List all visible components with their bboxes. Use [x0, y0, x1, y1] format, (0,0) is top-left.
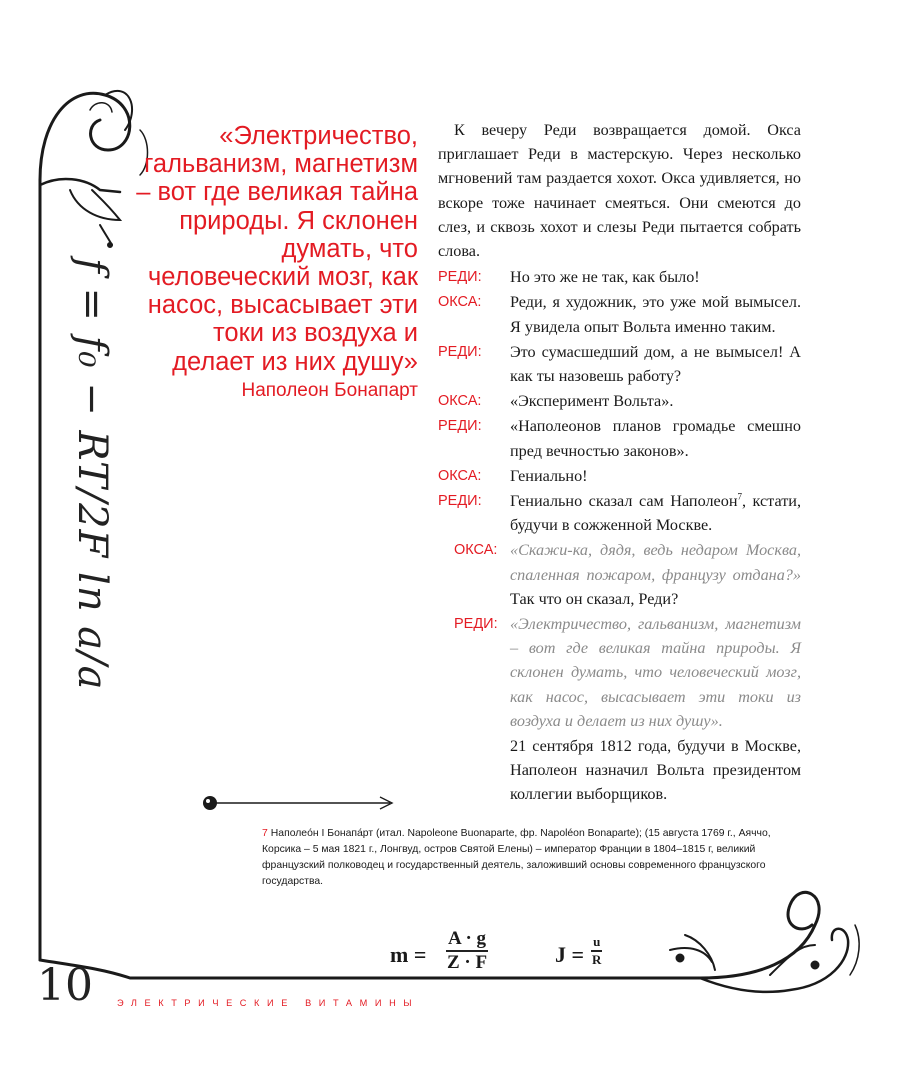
speech-text: «Эксперимент Вольта».	[510, 392, 674, 411]
intro-text: К вечеру Реди возвращается домой. Окса приглашает Реди в мастерскую. Через несколько мгновений там раздается хохот. Окса удивляется, но вскоре тоже начинает смеяться. Они смеются до слез, и сквозь хохот и слезы Реди пытается собрать слова.	[438, 121, 801, 261]
speech-part: Так что он сказал, Реди?	[510, 589, 679, 608]
speaker-label: РЕДИ:	[438, 343, 482, 360]
quote-author: Наполеон Бонапарт	[241, 379, 418, 401]
epigraph-quote	[128, 122, 418, 403]
speech-text: Это сумасшедший дом, а не вымысел! А как ты назовешь работу?	[510, 342, 801, 386]
speaker-label: ОКСА:	[454, 542, 498, 559]
running-title: ЭЛЕКТРИЧЕСКИЕ ВИТАМИНЫ	[117, 998, 420, 1008]
formula-j-fraction	[590, 934, 603, 968]
speaker-label: РЕДИ:	[438, 418, 482, 435]
dialogue-line	[438, 489, 801, 537]
speaker-label: ОКСА:	[438, 467, 482, 484]
footnote	[262, 826, 808, 890]
speech-text	[510, 538, 801, 611]
arrow-graphic	[200, 793, 400, 815]
speaker-label: ОКСА:	[438, 393, 482, 410]
dialogue-line	[438, 414, 801, 462]
formula-denominator: R	[592, 952, 602, 967]
dialogue-line	[438, 340, 801, 388]
side-formula: f = f₀ − RT/2F ln a/a	[69, 258, 115, 691]
dialogue-column	[438, 118, 801, 807]
formula-j-lhs: J =	[555, 942, 585, 967]
bottom-right-flourish	[700, 892, 819, 978]
speaker-label: РЕДИ:	[438, 269, 482, 286]
speech-italic: «Электричество, гальванизм, магнетизм – вот где великая тайна природы. Я склонен думать, что человеческий мозг, как насос, высасывает эти токи из воздуха и делает из них душу».	[510, 615, 801, 730]
dialogue-line	[438, 265, 801, 289]
formula-denominator: Z · F	[447, 952, 488, 973]
formula-m-fraction	[445, 928, 489, 974]
footnote-number: 7	[262, 828, 268, 839]
formula-numerator: u	[591, 934, 602, 952]
closing-paragraph: 21 сентября 1812 года, будучи в Москве, Наполеон назначил Вольта президентом коллегии выборщиков.	[510, 737, 801, 804]
dialogue-line	[438, 290, 801, 338]
footnote-ref: 7	[737, 491, 742, 502]
speech-italic: «Скажи-ка, дядя, ведь недаром Москва, спаленная пожаром, французу отдана?»	[510, 541, 801, 584]
formula-numerator: A · g	[446, 928, 488, 952]
dialogue-line	[438, 464, 801, 488]
speech-text	[510, 612, 801, 733]
dialogue-line	[438, 389, 801, 413]
speaker-label: РЕДИ:	[454, 616, 498, 633]
formula-m-lhs: m =	[390, 942, 427, 967]
dialogue-line	[438, 538, 801, 611]
quote-text: «Электричество, гальванизм, магнетизм – вот где великая тайна природы. Я склонен думать, что человеческий мозг, как насос, высасывает эти токи из воздуха и делает из них душу»	[136, 122, 418, 376]
page-number: 10	[37, 960, 93, 1011]
speech-text: Гениально!	[510, 466, 588, 485]
speech-text: Реди, я художник, это уже мой вымысел. Я увидела опыт Вольта именно таким.	[510, 293, 801, 336]
speaker-label: РЕДИ:	[438, 493, 482, 510]
speech-text: «Наполеонов планов громадье смешно пред вечностью законов».	[510, 417, 801, 460]
footnote-text: Наполео́н I Бонапа́рт (итал. Napoleone Buonaparte, фр. Napoléon Bonaparte); (15 августа 1769 г., Аяччо, Корсика – 5 мая 1821 г., Лонгвуд, остров Святой Елены) – император Франции в 1804–1815 г, великий французский полководец и государственный деятель, заложивший основы современного французского государства.	[262, 828, 771, 887]
intro-paragraph	[438, 118, 801, 263]
speech-part: Гениально сказал сам Наполеон	[510, 492, 738, 511]
speech-part: , кстати, будучи в сожженной Москве.	[510, 492, 801, 535]
speech-text: Но это же не так, как было!	[510, 268, 700, 287]
dialogue-line	[438, 612, 801, 733]
top-left-flourish	[40, 93, 130, 180]
speech-text	[510, 489, 801, 537]
speaker-label: ОКСА:	[438, 294, 482, 311]
